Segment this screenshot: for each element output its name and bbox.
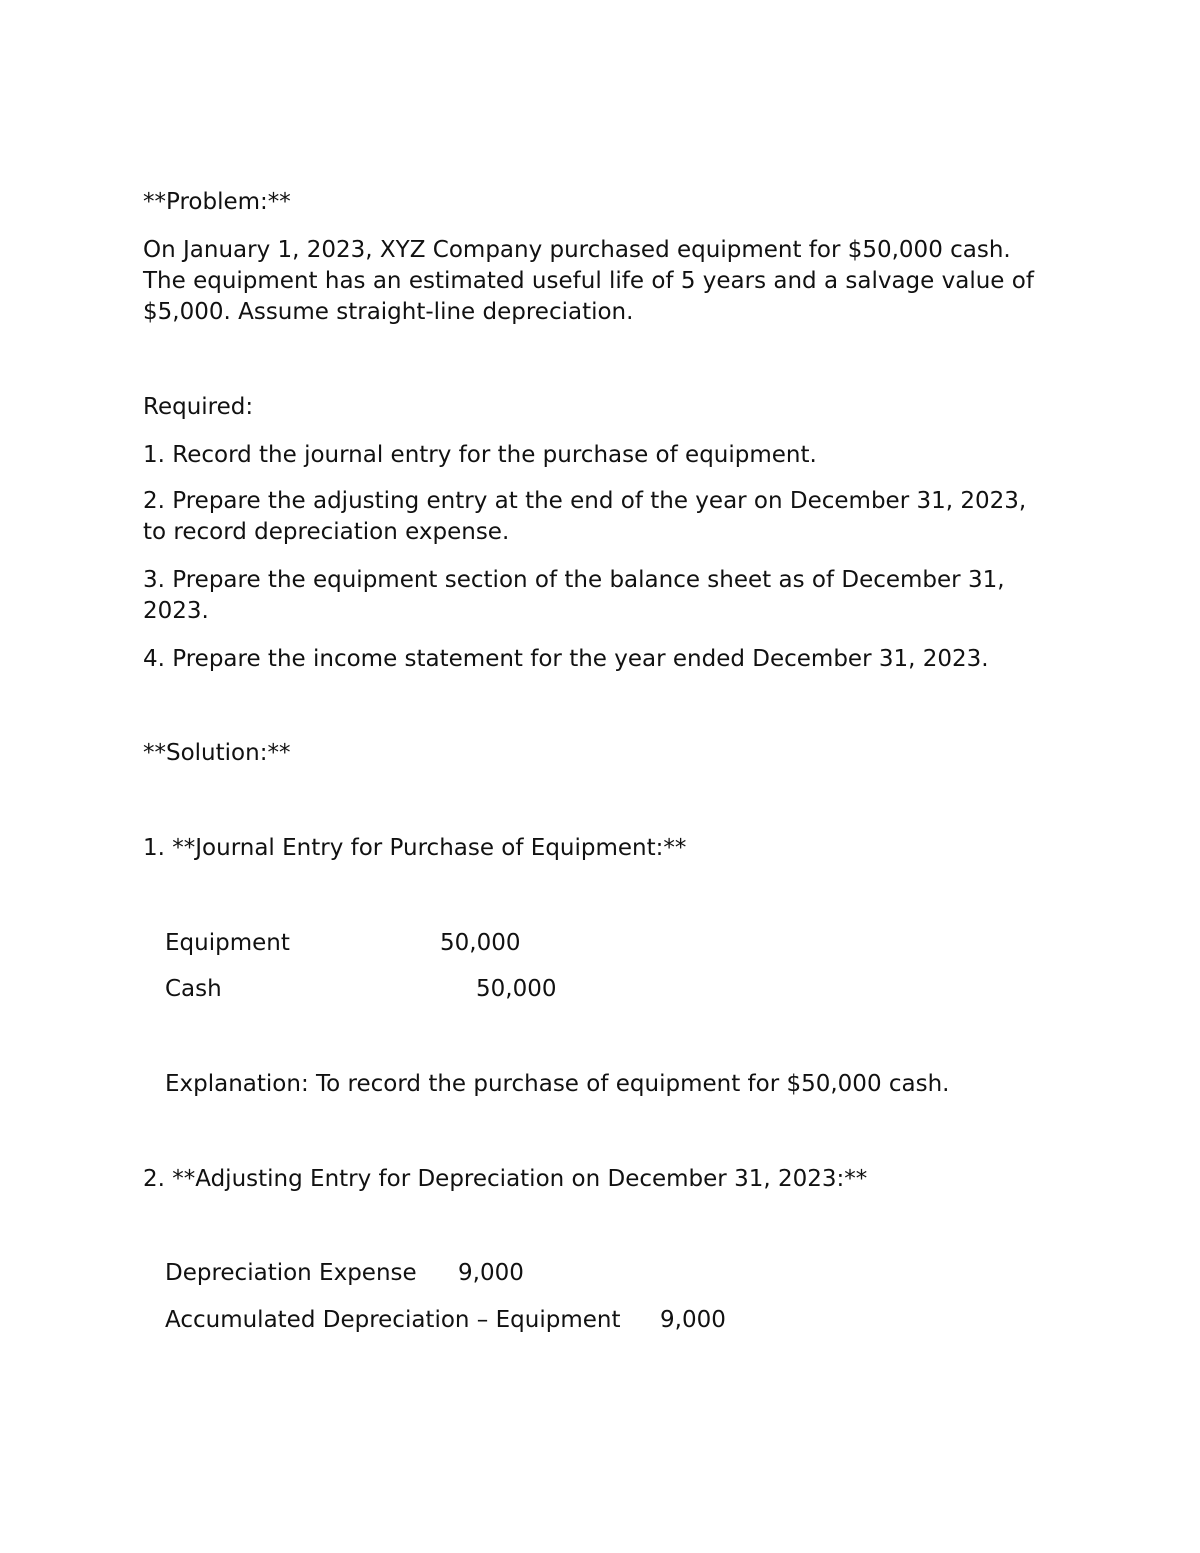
required-item-3: 3. Prepare the equipment section of the balance sheet as of December 31, bbox=[143, 567, 1005, 593]
journal-credit-amount: 9,000 bbox=[660, 1307, 726, 1333]
journal-account: Depreciation Expense bbox=[165, 1260, 417, 1286]
required-item-3-continued: 2023. bbox=[143, 598, 209, 624]
solution-heading: **Solution:** bbox=[143, 740, 291, 766]
problem-line: $5,000. Assume straight-line depreciation. bbox=[143, 299, 634, 325]
part2-heading: 2. **Adjusting Entry for Depreciation on December 31, 2023:** bbox=[143, 1166, 868, 1192]
part1-heading: 1. **Journal Entry for Purchase of Equipment:** bbox=[143, 835, 687, 861]
required-item-4: 4. Prepare the income statement for the year ended December 31, 2023. bbox=[143, 646, 989, 672]
journal-account: Accumulated Depreciation – Equipment bbox=[165, 1307, 621, 1333]
journal-account: Cash bbox=[165, 976, 222, 1002]
journal-account: Equipment bbox=[165, 930, 290, 956]
required-item-2: 2. Prepare the adjusting entry at the end of the year on December 31, 2023, bbox=[143, 488, 1027, 514]
required-item-2-continued: to record depreciation expense. bbox=[143, 519, 510, 545]
journal-debit-amount: 50,000 bbox=[440, 930, 521, 956]
part1-explanation: Explanation: To record the purchase of equipment for $50,000 cash. bbox=[165, 1071, 950, 1097]
journal-debit-amount: 9,000 bbox=[458, 1260, 524, 1286]
required-label: Required: bbox=[143, 394, 254, 420]
problem-heading: **Problem:** bbox=[143, 189, 291, 215]
problem-line: On January 1, 2023, XYZ Company purchased equipment for $50,000 cash. bbox=[143, 237, 1011, 263]
problem-line: The equipment has an estimated useful life of 5 years and a salvage value of bbox=[143, 268, 1034, 294]
required-item-1: 1. Record the journal entry for the purchase of equipment. bbox=[143, 442, 817, 468]
journal-credit-amount: 50,000 bbox=[476, 976, 557, 1002]
